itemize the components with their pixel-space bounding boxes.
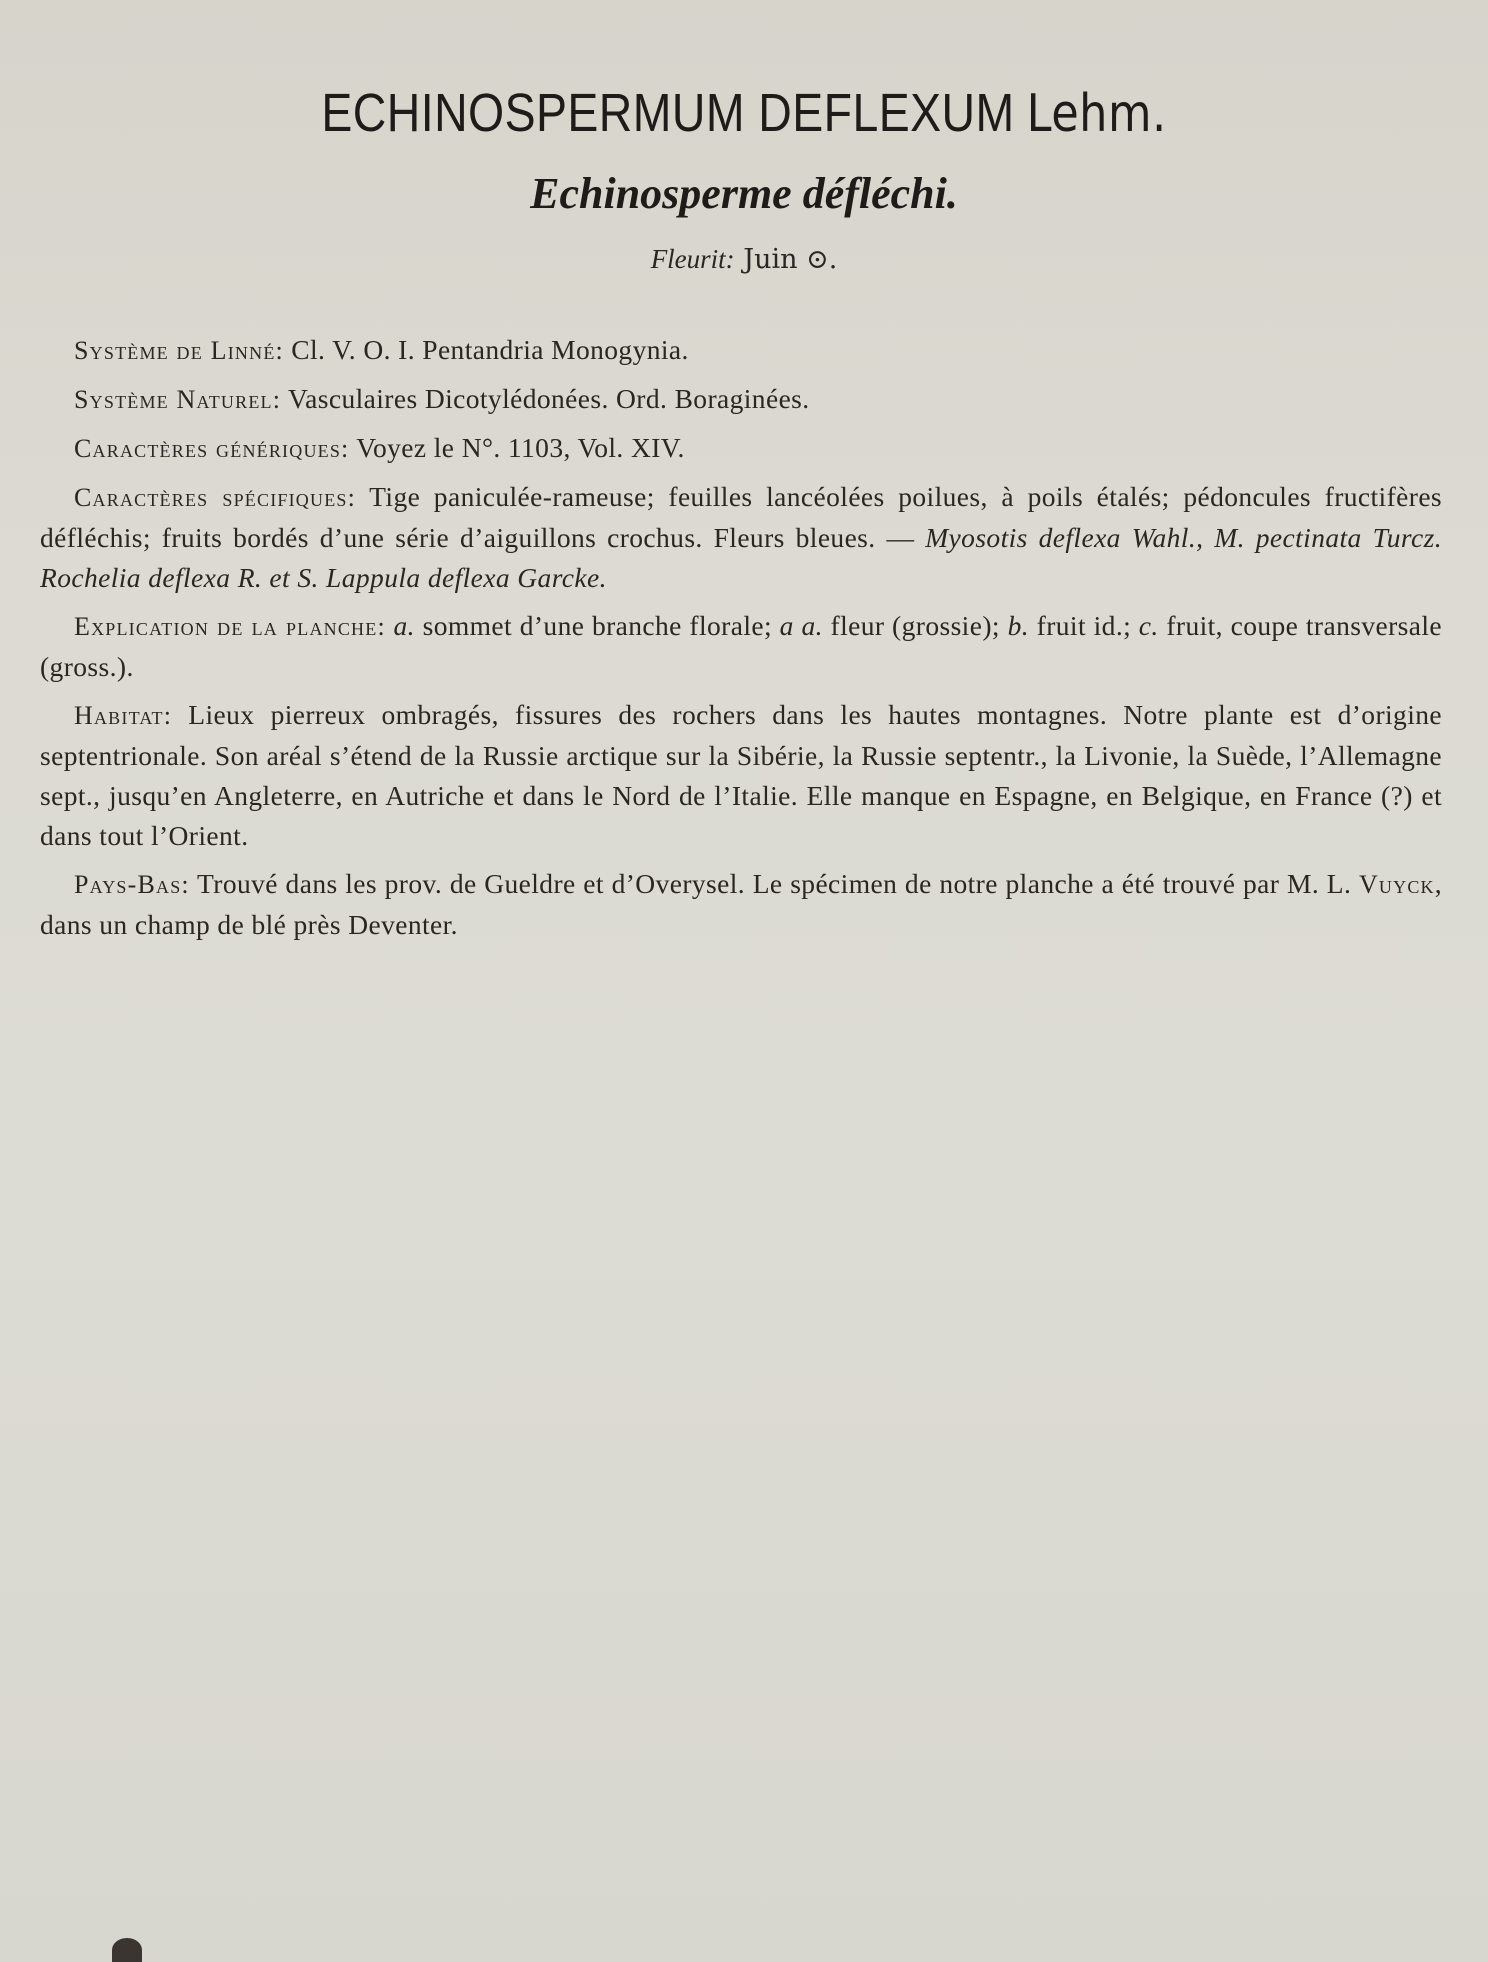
section-explication [40, 606, 1442, 687]
figure-desc-c: fruit, coupe transversale (gross.). [40, 610, 1443, 682]
section-label: Caractères spécifiques: [74, 483, 357, 512]
section-text: Tige paniculée-rameuse; feuilles lancéolées poilues, à poils étalés; pédoncules fructifères défléchis; fruits bordés d’une série d’aiguillons crochus. Fleurs bleues. — [40, 481, 1443, 553]
flowering-label: Fleurit: [650, 244, 735, 274]
section-text: Cl. V. O. I. Pentandria Monogynia. [291, 334, 689, 365]
section-habitat [40, 695, 1442, 856]
section-pays-bas [40, 864, 1442, 945]
section-text: Lieux pierreux ombragés, fissures des rochers dans les hautes montagnes. Notre plante est d’origine septentrionale. Son aréal s’étend de la Russie arctique sur la Sibérie, la Russie septentr., la Livonie, la Suède, l’Allemagne sept., jusqu’en Angleterre, en Autriche et dans le Nord de l’Italie. Elle manque en Espagne, en Belgique, en France (?) et dans tout l’Orient. [40, 699, 1442, 851]
flowering-value: Juin ⊙. [743, 244, 838, 275]
figure-key-aa: a a. [779, 610, 823, 641]
description-body [40, 330, 1442, 953]
paper-speck [112, 1938, 142, 1962]
section-label: Pays-Bas: [74, 870, 190, 899]
latin-name: ECHINOSPERMUM DEFLEXUM [321, 83, 1015, 143]
section-specifiques [40, 477, 1442, 598]
figure-key-b: b. [1007, 610, 1030, 641]
figure-desc-aa: fleur (grossie); [830, 610, 1000, 641]
section-label: Caractères génériques: [74, 434, 350, 463]
flowering-line [0, 244, 1488, 275]
section-linne [40, 330, 1442, 371]
synonyms: Myosotis deflexa Wahl., M. pectinata Turcz. Rochelia deflexa R. et S. Lappula deflexa Garcke. [40, 522, 1442, 593]
figure-key-c: c. [1138, 610, 1159, 641]
section-text: Voyez le N°. 1103, Vol. XIV. [356, 432, 685, 463]
figure-desc-b: fruit id.; [1036, 610, 1132, 641]
section-generiques [40, 428, 1442, 469]
species-title [104, 82, 1384, 144]
author-abbreviation: Lehm. [1026, 84, 1167, 144]
section-label: Système de Linné: [74, 336, 284, 365]
figure-key-a: a. [393, 610, 415, 641]
section-label: Habitat: [74, 701, 173, 730]
section-text: Trouvé dans les prov. de Gueldre et d’Overysel. Le spécimen de notre planche a été trouvé par M. L. [197, 868, 1352, 899]
figure-desc-a: sommet d’une branche florale; [422, 610, 773, 641]
collector-name: Vuyck [1358, 870, 1435, 899]
section-naturel [40, 379, 1442, 420]
section-text: Vasculaires Dicotylédonées. Ord. Boraginées. [287, 383, 810, 414]
section-label: Explication de la planche: [74, 612, 386, 641]
section-text-end: , dans un champ de blé près Deventer. [40, 868, 1443, 940]
section-label: Système Naturel: [74, 385, 282, 414]
french-name: Echinosperme défléchi. [530, 169, 958, 218]
